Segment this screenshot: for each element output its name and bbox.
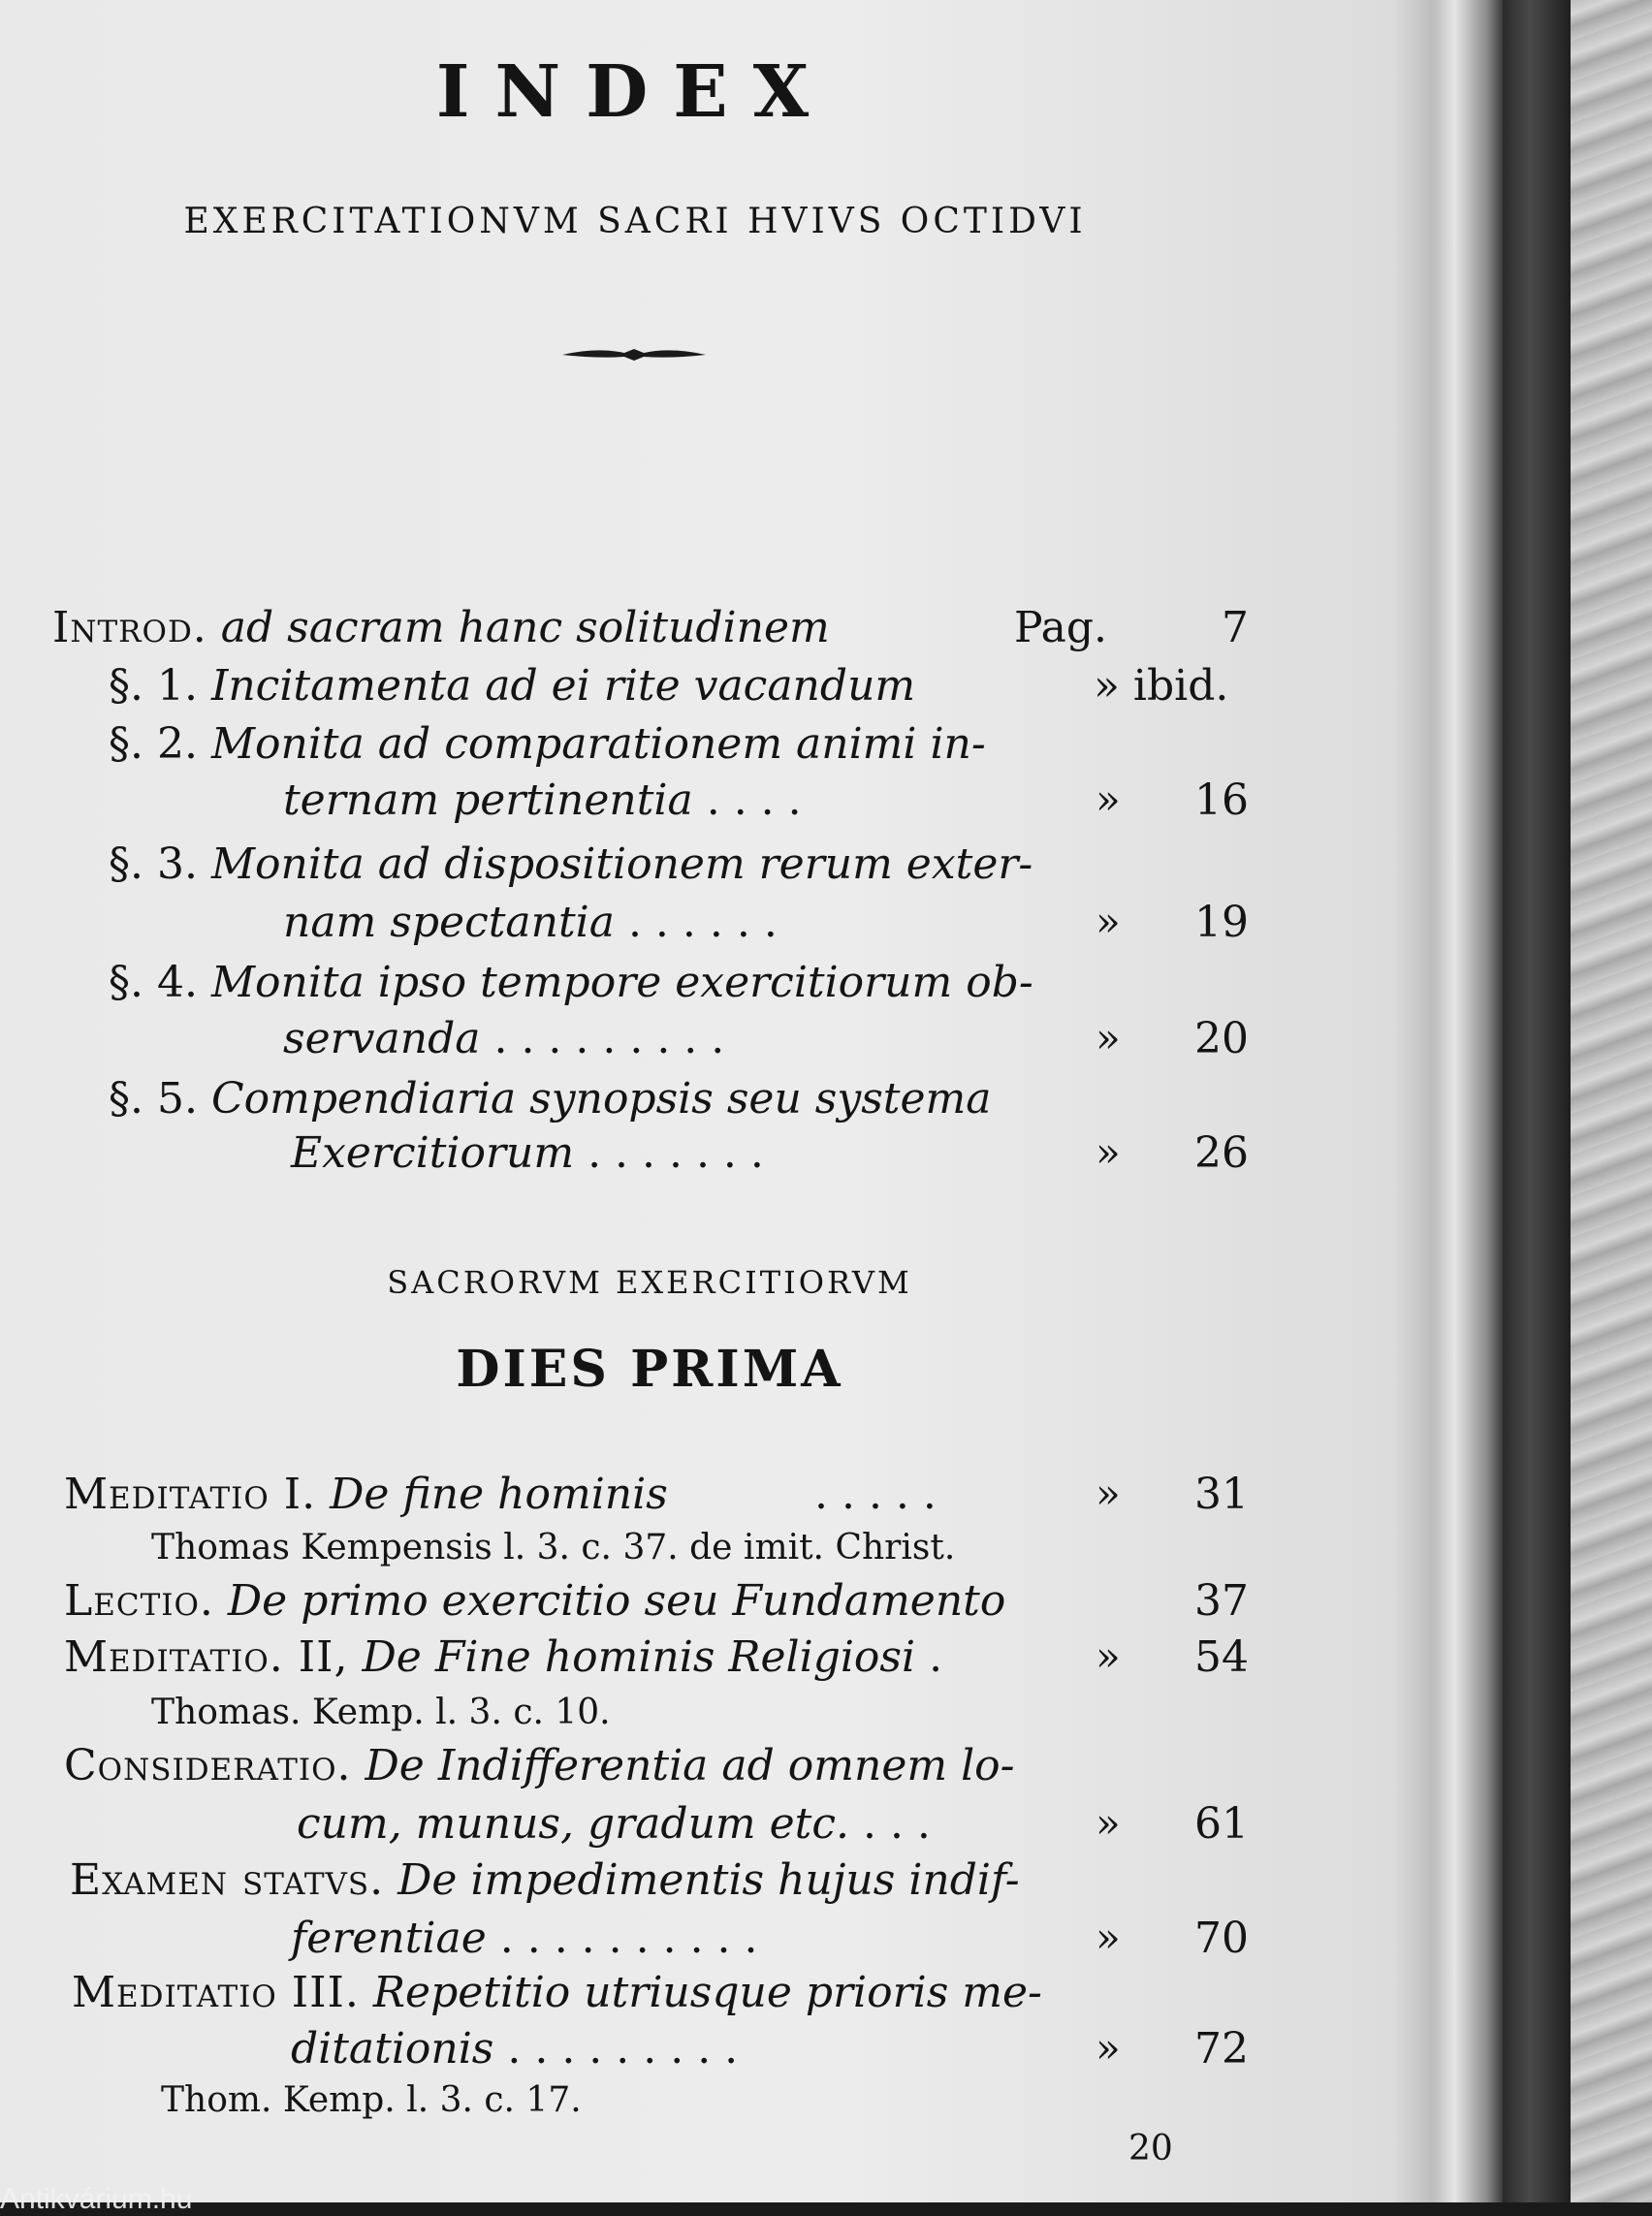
s3-page: 19 — [1194, 898, 1249, 947]
toc-entry-consideratio — [64, 1741, 1015, 1790]
s5-sign: §. 5. — [109, 1074, 198, 1124]
m1-page: 31 — [1194, 1470, 1249, 1519]
lectio-page: 37 — [1194, 1576, 1249, 1626]
s1-sign: §. 1. — [109, 661, 198, 711]
s3-line1: Monita ad dispositionem rerum exter- — [210, 839, 1033, 889]
s4-line2: servanda — [283, 1014, 481, 1063]
toc-entry-examen — [70, 1855, 1020, 1905]
m3-guillemet: » — [1096, 2024, 1121, 2072]
s3-line2: nam spectantia — [283, 898, 615, 947]
m2-dots: . — [929, 1632, 943, 1682]
s3-dots: . . . . . . — [627, 898, 778, 947]
s2-continuation — [283, 776, 802, 825]
s4-line1: Monita ipso tempore exercitiorum ob- — [210, 958, 1033, 1007]
m1-text: De fine hominis — [330, 1470, 668, 1519]
s2-dots: . . . . — [706, 776, 802, 825]
m2-reference: Thomas. Kemp. l. 3. c. 10. — [151, 1693, 611, 1732]
m1-guillemet: » — [1096, 1470, 1121, 1517]
exam-line2: ferentiae — [291, 1914, 487, 1963]
s5-line1: Compendiaria synopsis seu systema — [210, 1074, 992, 1124]
intro-text: ad sacram hanc solitudinem — [220, 603, 830, 652]
intro-label: Introd. — [52, 603, 207, 652]
m1-dots: . . . . . — [814, 1470, 937, 1519]
exam-guillemet: » — [1096, 1914, 1121, 1961]
cons-label: Consideratio. — [64, 1741, 352, 1790]
toc-entry-s4 — [109, 958, 1033, 1007]
m1-reference: Thomas Kempensis l. 3. c. 37. de imit. Christ. — [151, 1528, 956, 1567]
ornament-divider — [558, 339, 710, 368]
index-title: INDEX — [435, 50, 835, 134]
toc-entry-meditatio-2 — [64, 1632, 942, 1682]
cons-line2: cum, munus, gradum etc. — [297, 1799, 849, 1849]
s4-continuation — [283, 1014, 724, 1063]
s2-guillemet: » — [1096, 776, 1121, 823]
lectio-text: De primo exercitio seu Fundamento — [227, 1576, 1006, 1626]
cons-dots: . . . — [862, 1799, 931, 1849]
page-gutter — [1396, 0, 1503, 2202]
m2-label: Meditatio. II, — [64, 1632, 349, 1682]
s5-guillemet: » — [1096, 1128, 1121, 1176]
s5-continuation — [291, 1128, 764, 1178]
s2-line2: ternam pertinentia — [283, 776, 693, 825]
m3-page: 72 — [1194, 2024, 1249, 2074]
s1-page: » ibid. — [1094, 661, 1229, 711]
book-cover — [1571, 0, 1652, 2202]
index-subtitle: EXERCITATIONVM SACRI HVIVS OCTIDVI — [183, 202, 1087, 241]
s4-guillemet: » — [1096, 1014, 1121, 1061]
m2-guillemet: » — [1096, 1632, 1121, 1680]
exam-page: 70 — [1194, 1914, 1249, 1963]
m3-dots: . . . . . . . . . — [507, 2024, 739, 2074]
s5-page: 26 — [1194, 1128, 1249, 1178]
m2-page: 54 — [1194, 1632, 1249, 1682]
watermark: Antikvárium.hu — [0, 2183, 193, 2215]
exam-label: Examen statvs. — [70, 1855, 385, 1905]
s1-text: Incitamenta ad ei rite vacandum — [210, 661, 916, 711]
s3-continuation — [283, 898, 778, 947]
toc-entry-meditatio-3 — [72, 1968, 1042, 2017]
s5-dots: . . . . . . . — [588, 1128, 764, 1178]
day-heading: DIES PRIMA — [456, 1340, 843, 1399]
toc-entry-intro — [52, 603, 830, 652]
m3-continuation — [291, 2024, 738, 2074]
s4-dots: . . . . . . . . . — [493, 1014, 725, 1063]
toc-entry-s1 — [109, 661, 915, 711]
s5-line2: Exercitiorum — [291, 1128, 575, 1178]
toc-entry-lectio — [64, 1576, 1005, 1626]
m1-label: Meditatio I. — [64, 1470, 317, 1519]
intro-page: 7 — [1222, 603, 1249, 652]
exam-dots: . . . . . . . . . . — [499, 1914, 758, 1963]
book-binding — [1503, 0, 1571, 2202]
m3-line1: Repetitio utriusque prioris me- — [372, 1968, 1042, 2017]
signature-mark: 20 — [1128, 2129, 1173, 2169]
s4-sign: §. 4. — [109, 958, 198, 1007]
cons-page: 61 — [1194, 1799, 1249, 1849]
s3-sign: §. 3. — [109, 839, 198, 889]
s2-sign: §. 2. — [109, 719, 198, 769]
m2-text: De Fine hominis Religiosi — [362, 1632, 916, 1682]
cons-line1: De Indifferentia ad omnem lo- — [365, 1741, 1015, 1790]
cons-continuation — [297, 1799, 931, 1849]
toc-entry-s3 — [109, 839, 1032, 889]
s3-guillemet: » — [1096, 898, 1121, 945]
m3-line2: ditationis — [291, 2024, 494, 2074]
m3-reference: Thom. Kemp. l. 3. c. 17. — [161, 2080, 582, 2120]
section-heading: SACRORVM EXERCITIORVM — [387, 1264, 912, 1301]
s4-page: 20 — [1194, 1014, 1249, 1063]
pag-label: Pag. — [1014, 603, 1108, 652]
cons-guillemet: » — [1096, 1799, 1121, 1847]
toc-entry-s5 — [109, 1074, 991, 1124]
exam-line1: De impedimentis hujus indif- — [397, 1855, 1020, 1905]
s2-line1: Monita ad comparationem animi in- — [210, 719, 986, 769]
toc-entry-meditatio-1 — [64, 1470, 668, 1519]
toc-entry-s2 — [109, 719, 986, 769]
exam-continuation — [291, 1914, 758, 1963]
m3-label: Meditatio III. — [72, 1968, 360, 2017]
lectio-label: Lectio. — [64, 1576, 214, 1626]
s2-page: 16 — [1194, 776, 1249, 825]
